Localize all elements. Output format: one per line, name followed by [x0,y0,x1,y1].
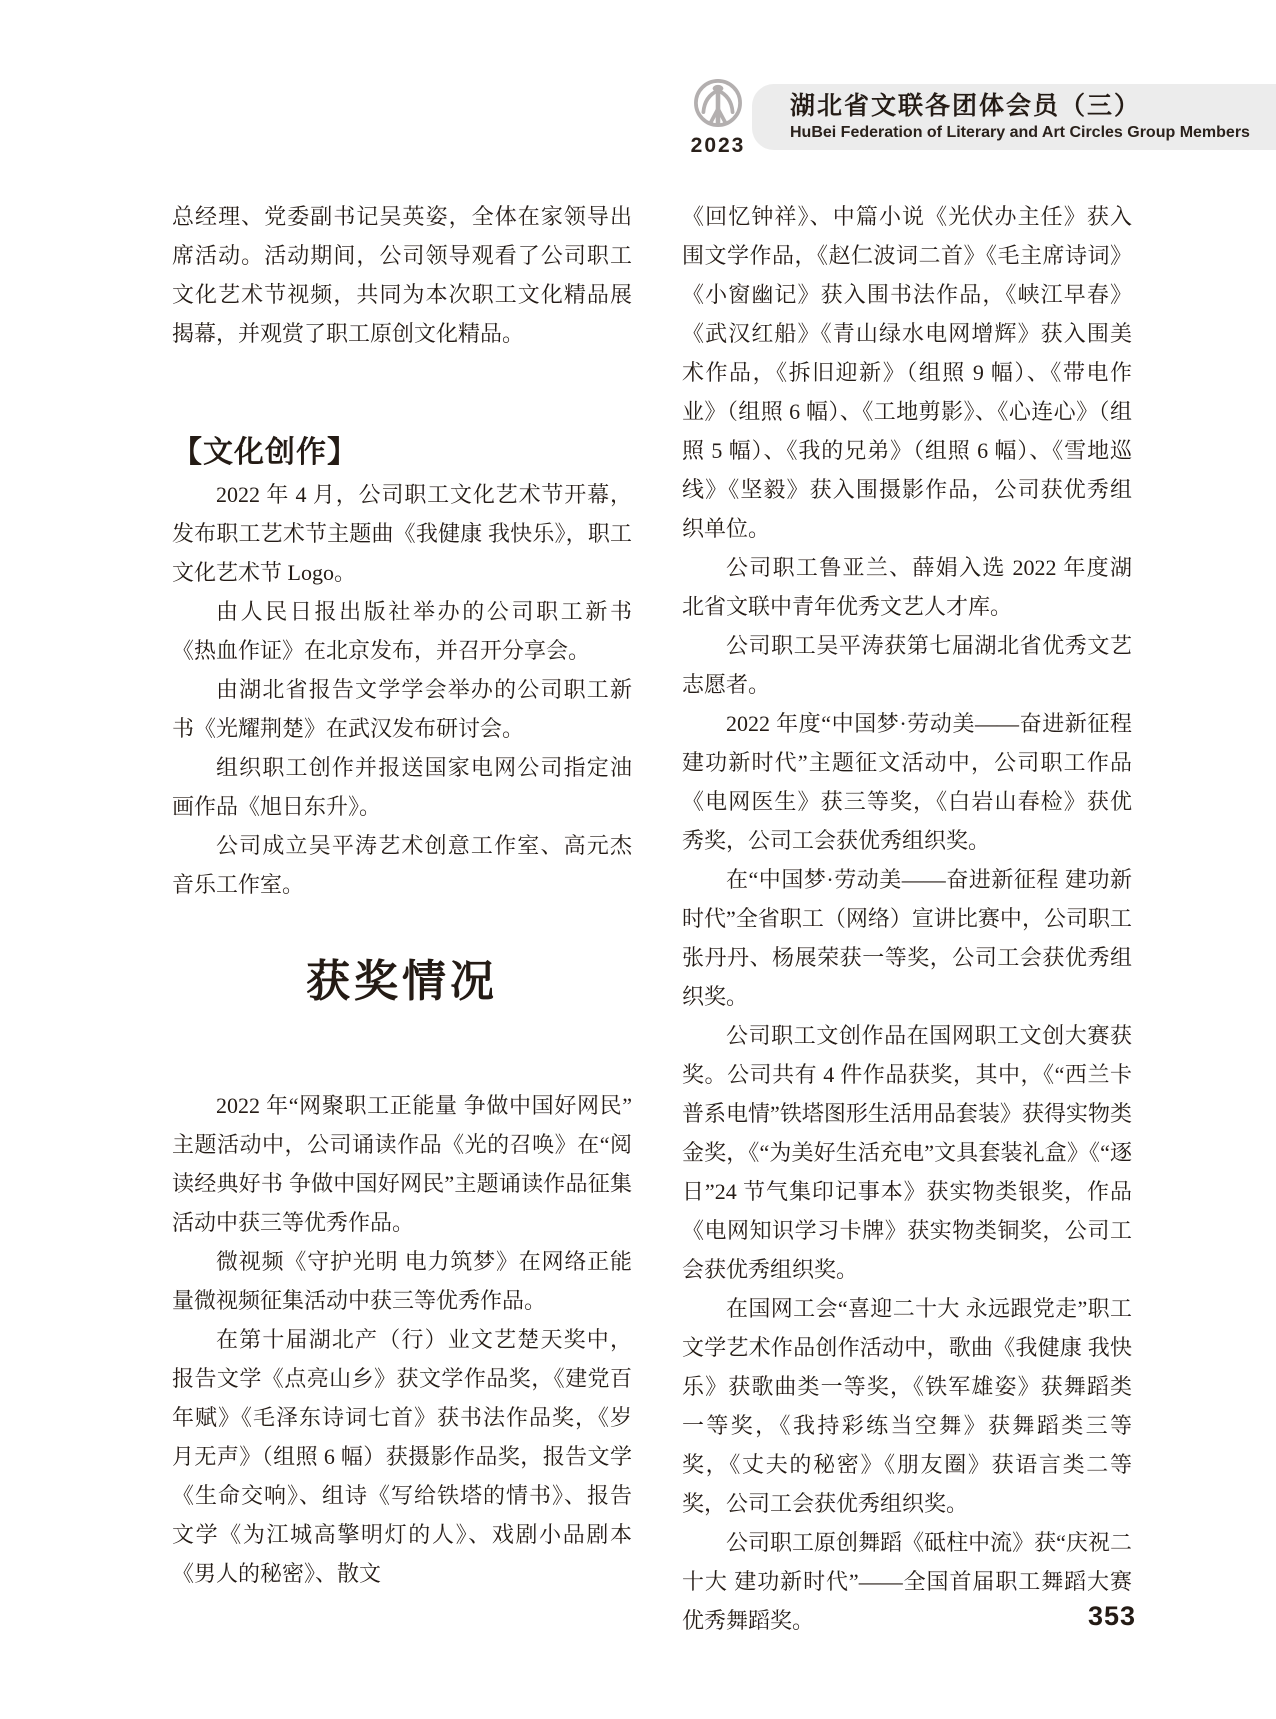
awards-section-heading: 获奖情况 [306,957,498,1006]
paragraph: 公司职工原创舞蹈《砥柱中流》获“庆祝二十大 建功新时代”——全国首届职工舞蹈大赛优秀舞蹈奖。 [682,1530,1132,1633]
header-title-en: HuBei Federation of Literary and Art Circles Group Members [790,124,1250,141]
paragraph: 在第十届湖北产（行）业文艺楚天奖中，报告文学《点亮山乡》获文学作品奖，《建党百年赋》《毛泽东诗词七首》获书法作品奖，《岁月无声》（组照 6 幅）获摄影作品奖，报告文学《生命交响》、组诗《写给铁塔的情书》、报告文学《为江城高擎明灯的人》、戏剧小品剧本《男人的秘密》、散文 [172,1327,632,1586]
header-band [752,84,1276,150]
paragraph: 在国网工会“喜迎二十大 永远跟党走”职工文学艺术作品创作活动中，歌曲《我健康 我快乐》获歌曲类一等奖，《铁军雄姿》获舞蹈类一等奖，《我持彩练当空舞》获舞蹈类三等奖，《丈夫的秘密》《朋友圈》获语言类二等奖，公司工会获优秀组织奖。 [682,1296,1132,1516]
paragraph: 由湖北省报告文学学会举办的公司职工新书《光耀荆楚》在武汉发布研讨会。 [172,677,632,741]
header-title-cn: 湖北省文联各团体会员（三） [790,92,1142,120]
federation-emblem-icon [693,78,743,128]
paragraph: 公司职工吴平涛获第七届湖北省优秀文艺志愿者。 [682,633,1132,697]
continuation-paragraph: 总经理、党委副书记吴英姿，全体在家领导出席活动。活动期间，公司领导观看了公司职工文化艺术节视频，共同为本次职工文化精品展揭幕，并观赏了职工原创文化精品。 [172,204,632,346]
left-column [172,197,632,1593]
paragraph: 2022 年度“中国梦·劳动美——奋进新征程 建功新时代”主题征文活动中，公司职工作品《电网医生》获三等奖，《白岩山春检》获优秀奖，公司工会获优秀组织奖。 [682,711,1132,853]
logo-block [686,78,750,158]
section-heading-culture-creation: 【文化创作】 [172,436,358,469]
paragraph: 组织职工创作并报送国家电网公司指定油画作品《旭日东升》。 [172,755,632,819]
continuation-paragraph: 《回忆钟祥》、中篇小说《光伏办主任》获入围文学作品，《赵仁波词二首》《毛主席诗词》《小窗幽记》获入围书法作品，《峡江早春》《武汉红船》《青山绿水电网增辉》获入围美术作品，《拆旧迎新》（组照 9 幅）、《带电作业》（组照 6 幅）、《工地剪影》、《心连心》（组照 5 幅）、《我的兄弟》（组照 6 幅）、《雪地巡线》《坚毅》获入围摄影作品，公司获优秀组织单位。 [682,204,1132,541]
paragraph: 2022 年 4 月，公司职工文化艺术节开幕，发布职工艺术节主题曲《我健康 我快乐》，职工文化艺术节 Logo。 [172,482,632,585]
paragraph: 微视频《守护光明 电力筑梦》在网络正能量微视频征集活动中获三等优秀作品。 [172,1249,632,1313]
paragraph: 在“中国梦·劳动美——奋进新征程 建功新时代”全省职工（网络）宣讲比赛中，公司职工张丹丹、杨展荣获一等奖，公司工会获优秀组织奖。 [682,867,1132,1009]
page-number: 353 [1088,1601,1137,1631]
paragraph: 公司职工文创作品在国网职工文创大赛获奖。公司共有 4 件作品获奖，其中，《“西兰卡普系电情”铁塔图形生活用品套装》获得实物类金奖，《“为美好生活充电”文具套装礼盒》《“逐日”24 节气集印记事本》获实物类银奖，作品《电网知识学习卡牌》获实物类铜奖，公司工会获优秀组织奖。 [682,1023,1132,1282]
right-column [682,197,1132,1640]
paragraph: 2022 年“网聚职工正能量 争做中国好网民”主题活动中，公司诵读作品《光的召唤》在“阅读经典好书 争做中国好网民”主题诵读作品征集活动中获三等优秀作品。 [172,1093,632,1235]
paragraph: 公司成立吴平涛艺术创意工作室、高元杰音乐工作室。 [172,833,632,897]
logo-year: 2023 [690,134,746,157]
paragraph: 由人民日报出版社举办的公司职工新书《热血作证》在北京发布，并召开分享会。 [172,599,632,663]
paragraph: 公司职工鲁亚兰、薛娟入选 2022 年度湖北省文联中青年优秀文艺人才库。 [682,555,1132,619]
